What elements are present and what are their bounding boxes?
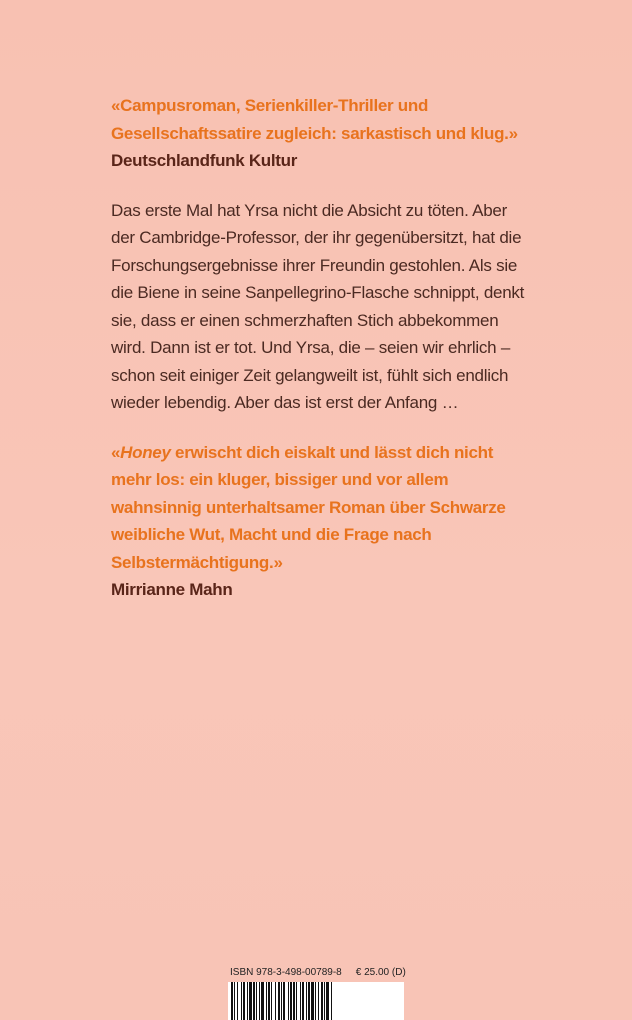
isbn-price-line (230, 967, 420, 978)
review-quote-1 (111, 92, 531, 175)
blurb-text: Das erste Mal hat Yrsa nicht die Absicht zu töten. Aber der Cambridge-Professor, der ihr gegenübersitzt, hat die Forschungsergebnisse ihrer Freundin gestohlen. Als sie die Biene in seine Sanpellegrino-Flasche schnippt, denkt sie, dass er einen schmerzhaften Stich abbekommen wird. Dann ist er tot. Und Yrsa, die – seien wir ehrlich – schon seit einiger Zeit gelangweilt ist, fühlt sich endlich wieder lebendig. Aber das ist erst der Anfang … (111, 200, 525, 412)
blurb (111, 197, 531, 417)
review-quote-1-text: «Campusroman, Serienkiller-Thriller und Gesellschaftssatire zugleich: sarkastisch und klug.» (111, 96, 518, 143)
review-quote-2-body: erwischt dich eiskalt und lässt dich nicht mehr los: ein kluger, bissiger und vor allem wahnsinnig unterhaltsamer Roman über Schwarze weibliche Wut, Macht und die Frage nach Selbstermächtigung.» (111, 442, 506, 572)
isbn-number: ISBN 978-3-498-00789-8 (230, 967, 342, 978)
book-title: Honey (120, 442, 171, 462)
price: € 25.00 (D) (355, 967, 406, 978)
review-quote-2-text (111, 439, 531, 577)
barcode (228, 982, 404, 1020)
quote-open-mark: « (111, 442, 121, 462)
review-quote-1-source: Deutschlandfunk Kultur (111, 151, 298, 170)
review-quote-2 (111, 439, 531, 604)
cover-text (111, 92, 531, 604)
review-quote-2-source: Mirrianne Mahn (111, 580, 233, 599)
barcode-bars (228, 982, 404, 1020)
